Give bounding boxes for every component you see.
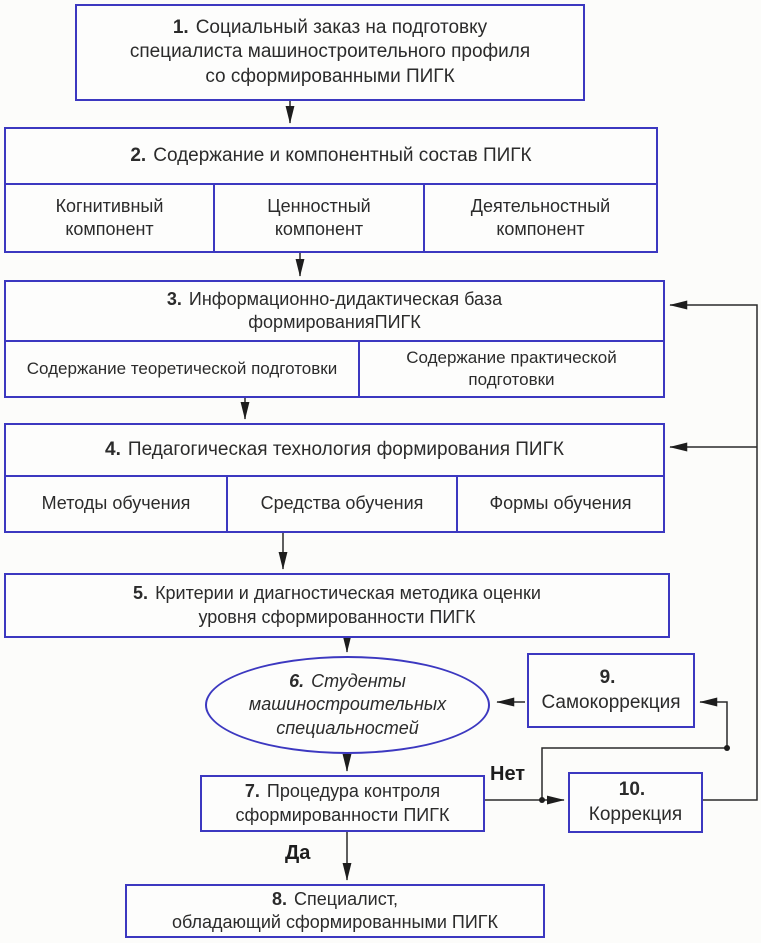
block-number: 7. bbox=[244, 781, 260, 802]
block-text: Самокоррекция bbox=[541, 691, 681, 713]
block-4-ped-technology bbox=[4, 423, 665, 477]
block-number: 3. bbox=[166, 288, 182, 309]
block-text: специалиста машиностроительного профиля bbox=[129, 41, 531, 63]
block-text: Информационно-дидактическая база bbox=[188, 288, 503, 309]
block-number: 2. bbox=[130, 144, 147, 166]
block-text: Студенты bbox=[311, 671, 406, 692]
block-text: Ценностный компонент bbox=[267, 195, 371, 239]
block-text: Критерии и диагностическая методика оценки bbox=[155, 583, 541, 604]
block-2-composition bbox=[4, 127, 658, 185]
block-8-specialist bbox=[125, 884, 545, 938]
block-2-col-activity bbox=[423, 183, 658, 253]
block-text: Средства обучения bbox=[260, 493, 424, 514]
block-4-col-means bbox=[226, 475, 458, 533]
block-text: Формы обучения bbox=[489, 493, 632, 514]
block-number: 10. bbox=[618, 779, 646, 801]
block-10-correction bbox=[568, 772, 703, 833]
block-2-col-value bbox=[213, 183, 425, 253]
block-text: машиностроительных bbox=[248, 694, 447, 715]
block-text: Методы обучения bbox=[41, 493, 191, 514]
block-4-col-methods bbox=[4, 475, 228, 533]
block-text: специальностей bbox=[276, 717, 419, 738]
block-text: обладающий сформированными ПИГК bbox=[172, 912, 498, 932]
block-text: Коррекция bbox=[588, 803, 683, 825]
block-text: Процедура контроля bbox=[266, 781, 441, 802]
block-text: Когнитивный компонент bbox=[55, 195, 164, 239]
block-number: 8. bbox=[272, 888, 288, 909]
block-number: 1. bbox=[172, 17, 189, 39]
block-number: 9. bbox=[599, 667, 616, 689]
block-text: сформированности ПИГК bbox=[235, 804, 450, 825]
block-5-criteria bbox=[4, 573, 670, 638]
junction-dot bbox=[539, 797, 545, 803]
block-number: 6. bbox=[289, 671, 305, 692]
block-text: уровня сформированности ПИГК bbox=[198, 606, 476, 627]
block-text: со сформированными ПИГК bbox=[205, 65, 455, 87]
block-6-students-ellipse bbox=[205, 656, 490, 754]
block-7-control-procedure bbox=[200, 775, 485, 832]
block-text: формированияПИГК bbox=[248, 312, 421, 332]
block-1-social-order bbox=[75, 4, 585, 101]
block-2-col-cognitive bbox=[4, 183, 215, 253]
block-number: 5. bbox=[133, 583, 149, 604]
block-text: Педагогическая технология формирования ПИГК bbox=[127, 438, 564, 460]
junction-dot bbox=[724, 745, 730, 751]
block-4-col-forms bbox=[456, 475, 665, 533]
block-text: Содержание и компонентный состав ПИГК bbox=[153, 144, 532, 166]
block-text: Социальный заказ на подготовку bbox=[195, 17, 488, 39]
block-3-col-practice bbox=[358, 340, 665, 398]
block-text: Деятельностный компонент bbox=[470, 195, 611, 239]
block-3-col-theory bbox=[4, 340, 360, 398]
block-3-didactic-base bbox=[4, 280, 665, 342]
block-9-self-correction bbox=[527, 653, 695, 728]
block-text: Содержание практической подготовки bbox=[406, 348, 617, 389]
branch-label-yes: Да bbox=[285, 842, 311, 864]
branch-label-no: Нет bbox=[490, 763, 526, 785]
block-number: 4. bbox=[105, 438, 121, 460]
block-text: Содержание теоретической подготовки bbox=[26, 359, 338, 379]
block-text: Специалист, bbox=[294, 888, 398, 909]
